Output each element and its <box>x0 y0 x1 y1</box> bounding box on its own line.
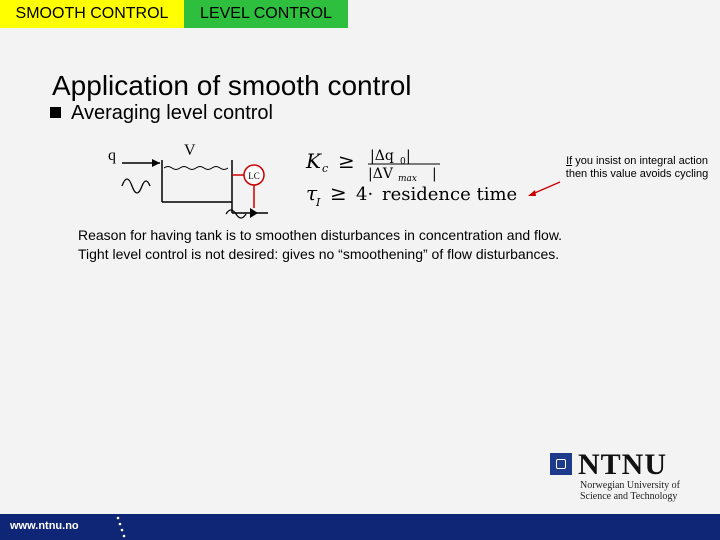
q-label: q <box>108 147 116 164</box>
equations <box>305 148 517 209</box>
footer-bar <box>0 514 720 540</box>
disturbance-wave-icon <box>122 179 150 193</box>
inflow-arrow-icon <box>152 159 160 167</box>
reason-paragraph: Reason for having tank is to smoothen disturbances in concentration and flow. <box>78 227 563 243</box>
note-text: you insist on integral action then this value avoids cycling <box>565 155 709 180</box>
valve-icon <box>250 208 258 218</box>
numerator: |Δq <box>370 148 394 164</box>
integral-action-note <box>556 155 718 181</box>
tau-symbol: τ <box>306 181 318 205</box>
outflow-wave-icon <box>226 210 246 218</box>
footer-url[interactable]: www.ntnu.no <box>10 520 79 532</box>
logo-subtitle <box>580 480 720 502</box>
note-if: If <box>566 155 573 167</box>
logo-subtitle-line1: Norwegian University of <box>580 480 680 491</box>
numerator-bar-right: | <box>406 148 411 164</box>
footer-dots-icon <box>112 514 132 540</box>
tab-level-control[interactable]: LEVEL CONTROL <box>184 0 348 28</box>
v-label: V <box>184 142 196 159</box>
kc-symbol: K <box>306 149 321 173</box>
tau-subscript: I <box>316 196 321 209</box>
page-title: Application of smooth control <box>52 70 412 101</box>
note-arrow-head-icon <box>528 190 536 196</box>
liquid-level-icon <box>164 167 228 170</box>
logo-subtitle-line2: Science and Technology <box>580 491 678 502</box>
denominator-bar-right: | <box>432 166 437 182</box>
numerator-subscript: 0 <box>400 157 406 167</box>
tau-geq: ≥ <box>330 181 347 205</box>
tight-control-paragraph: Tight level control is not desired: gives no “smoothening” of flow disturbances. <box>78 246 560 262</box>
bullet-text: Averaging level control <box>71 102 273 124</box>
kc-geq: ≥ <box>338 149 355 173</box>
four-times: 4· <box>356 184 374 205</box>
denominator-subscript: max <box>398 174 417 184</box>
tab-smooth-control[interactable]: SMOOTH CONTROL <box>0 0 184 28</box>
logo-name: NTNU <box>578 448 668 481</box>
residence-time: residence time <box>382 184 518 205</box>
lc-label: LC <box>248 171 260 181</box>
kc-subscript: c <box>322 162 329 175</box>
denominator: |ΔV <box>368 166 393 182</box>
ntnu-mark-icon <box>550 453 572 475</box>
